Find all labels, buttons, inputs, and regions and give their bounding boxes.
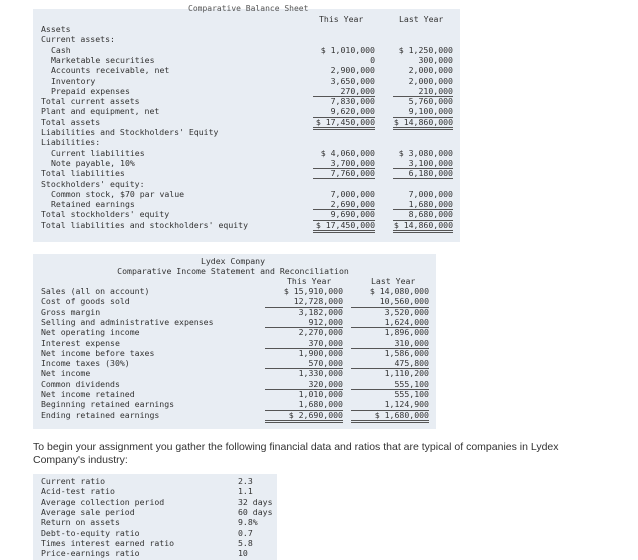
bs-last-value: 3,100,000	[393, 158, 453, 169]
is-row-label: Net income before taxes	[41, 347, 155, 358]
table-row	[33, 368, 436, 378]
table-row	[33, 24, 460, 34]
bs-row-label: Note payable, 10%	[51, 157, 135, 168]
table-row	[33, 389, 436, 399]
is-this-value: 320,000	[265, 379, 343, 390]
is-this-value: 3,182,000	[298, 306, 343, 317]
is-this-value: $ 15,910,000	[283, 286, 343, 296]
bs-row-label: Current assets:	[41, 34, 115, 45]
bs-this-value: 7,830,000	[330, 96, 375, 107]
table-row	[33, 127, 460, 137]
table-row	[33, 497, 277, 507]
bs-last-value: 1,680,000	[393, 199, 453, 210]
income-statement-panel	[33, 254, 436, 429]
income-statement-title: Comparative Income Statement and Reconciliation	[117, 266, 349, 276]
table-row	[33, 517, 277, 527]
bs-row-label: Cash	[51, 44, 71, 55]
bs-last-value: $ 1,250,000	[398, 44, 453, 55]
bs-col-this-header: This Year	[319, 14, 364, 24]
is-last-value: 1,624,000	[351, 317, 429, 328]
table-row	[33, 548, 277, 558]
ratio-val-value: 60 days	[238, 506, 273, 517]
ratio-val-value: 2.3	[238, 476, 253, 486]
table-row	[33, 476, 277, 486]
bs-row-label: Marketable securities	[51, 54, 155, 65]
table-row	[33, 76, 460, 86]
bs-last-value: $ 3,080,000	[398, 147, 453, 158]
ratio-val-value: 9.8%	[238, 517, 258, 528]
bs-row-label: Prepaid expenses	[51, 85, 130, 96]
table-row	[33, 338, 436, 348]
table-row	[33, 96, 460, 106]
ratio-row-label: Average sale period	[41, 506, 135, 517]
ratio-row-label: Debt-to-equity ratio	[41, 527, 140, 538]
is-this-value: $ 2,690,000	[265, 410, 343, 423]
is-row-label: Net income	[41, 368, 91, 379]
bs-last-value: 2,000,000	[408, 75, 453, 86]
is-this-value: 912,000	[265, 317, 343, 328]
ratio-row-label: Return on assets	[41, 517, 120, 528]
bs-last-value: $ 14,860,000	[393, 117, 453, 130]
table-row	[33, 65, 460, 75]
table-row	[33, 158, 460, 168]
table-row	[33, 199, 460, 209]
bs-row-label: Inventory	[51, 75, 96, 86]
bs-this-value: $ 17,450,000	[313, 117, 375, 130]
is-this-value: 2,270,000	[298, 327, 343, 338]
is-row-label: Ending retained earnings	[41, 409, 160, 420]
is-row-label: Net operating income	[41, 327, 140, 338]
bs-this-value: $ 17,450,000	[313, 220, 375, 233]
is-row-label: Sales (all on account)	[41, 286, 150, 296]
bs-this-value: 9,690,000	[313, 209, 375, 220]
bs-row-label: Total stockholders' equity	[41, 209, 170, 220]
table-row	[33, 220, 460, 230]
table-row	[33, 399, 436, 409]
bs-this-value: 270,000	[313, 86, 375, 97]
is-last-value: 10,560,000	[351, 296, 429, 307]
bs-row-label: Total liabilities and stockholders' equity	[41, 219, 249, 230]
ratio-row-label: Price-earnings ratio	[41, 548, 140, 559]
is-this-value: 1,900,000	[298, 347, 343, 358]
table-row	[33, 117, 460, 127]
balance-sheet-panel	[33, 4, 460, 242]
ratio-row-label: Average collection period	[41, 496, 165, 507]
table-row	[33, 327, 436, 337]
is-last-value: 1,586,000	[384, 347, 429, 358]
is-this-value: 370,000	[265, 338, 343, 349]
ratio-row-label: Current ratio	[41, 476, 106, 486]
is-row-label: Income taxes (30%)	[41, 358, 130, 369]
table-row	[33, 348, 436, 358]
is-last-value: 475,800	[351, 358, 429, 369]
table-row	[33, 410, 436, 420]
table-row	[33, 179, 460, 189]
income-company-name: Lydex Company	[200, 256, 266, 266]
is-last-value: 1,110,200	[384, 368, 429, 379]
is-last-value: 1,124,900	[351, 399, 429, 410]
table-row	[33, 528, 277, 538]
is-this-value: 1,010,000	[298, 389, 343, 399]
is-col-this-header: This Year	[287, 276, 332, 286]
bs-row-label: Retained earnings	[51, 199, 135, 210]
is-row-label: Cost of goods sold	[41, 296, 130, 307]
table-row	[33, 106, 460, 116]
ratio-val-value: 1.1	[238, 486, 253, 497]
bs-col-last-header: Last Year	[399, 14, 444, 24]
ratio-val-value: 0.7	[238, 527, 253, 538]
table-row	[33, 538, 277, 548]
bs-last-value: 8,680,000	[393, 209, 453, 220]
bs-row-label: Current liabilities	[51, 147, 145, 158]
table-row	[33, 307, 436, 317]
ratio-row-label: Acid-test ratio	[41, 486, 115, 497]
bs-last-value: $ 14,860,000	[393, 220, 453, 233]
bs-this-value: 7,760,000	[313, 168, 375, 179]
table-row	[33, 137, 460, 147]
table-row	[33, 317, 436, 327]
table-row	[33, 189, 460, 199]
table-row	[33, 358, 436, 368]
bs-this-value: 2,900,000	[330, 65, 375, 76]
bs-this-value: 3,650,000	[330, 75, 375, 86]
bs-row-label: Accounts receivable, net	[51, 65, 170, 76]
bs-last-value: 5,760,000	[408, 96, 453, 107]
bs-this-value: $ 4,060,000	[320, 147, 375, 158]
is-this-value: 1,330,000	[298, 368, 343, 379]
bs-row-label: Liabilities:	[41, 137, 101, 148]
is-row-label: Beginning retained earnings	[41, 399, 175, 410]
is-col-last-header: Last Year	[371, 276, 416, 286]
ratio-val-value: 10	[238, 548, 248, 559]
bs-row-label: Liabilities and Stockholders' Equity	[41, 127, 219, 137]
is-last-value: $ 1,680,000	[351, 410, 429, 423]
is-row-label: Interest expense	[41, 337, 120, 348]
bs-last-value: 6,180,000	[393, 168, 453, 179]
ratio-val-value: 5.8	[238, 537, 253, 548]
intro-paragraph: To begin your assignment you gather the following financial data and ratios that are typical of companies in Lydex Company's industry:	[33, 441, 559, 466]
is-row-label: Common dividends	[41, 378, 120, 389]
table-row	[33, 379, 436, 389]
bs-row-label: Plant and equipment, net	[41, 106, 160, 117]
bs-this-value: 7,000,000	[330, 188, 375, 199]
table-row	[33, 148, 460, 158]
table-row	[33, 296, 436, 306]
bs-last-value: 210,000	[393, 86, 453, 97]
bs-last-value: 7,000,000	[408, 188, 453, 199]
ratio-val-value: 32 days	[238, 496, 273, 507]
is-row-label: Net income retained	[41, 389, 135, 399]
bs-row-label: Common stock, $70 par value	[51, 188, 185, 199]
bs-this-value: 2,690,000	[313, 199, 375, 210]
bs-row-label: Assets	[41, 24, 71, 34]
is-last-value: 1,896,000	[384, 327, 429, 338]
is-last-value: 555,100	[351, 379, 429, 390]
bs-last-value: 9,100,000	[393, 106, 453, 117]
is-this-value: 12,728,000	[265, 296, 343, 307]
is-last-value: 310,000	[351, 338, 429, 349]
bs-this-value: 0	[370, 54, 375, 65]
is-row-label: Selling and administrative expenses	[41, 316, 214, 327]
table-row	[33, 34, 460, 44]
is-last-value: 555,100	[394, 389, 429, 399]
table-row	[33, 86, 460, 96]
table-row	[33, 55, 460, 65]
is-last-value: $ 14,080,000	[369, 286, 429, 296]
bs-row-label: Total assets	[41, 116, 101, 127]
is-row-label: Gross margin	[41, 306, 101, 317]
bs-this-value: 3,700,000	[313, 158, 375, 169]
bs-row-label: Stockholders' equity:	[41, 178, 145, 189]
table-row	[33, 209, 460, 219]
ratio-row-label: Times interest earned ratio	[41, 537, 175, 548]
table-row	[33, 45, 460, 55]
bs-this-value: 9,620,000	[313, 106, 375, 117]
table-row	[33, 286, 436, 296]
balance-sheet-cut-title: Comparative Balance Sheet	[188, 4, 309, 13]
bs-row-label: Total current assets	[41, 96, 140, 107]
table-row	[33, 486, 277, 496]
is-last-value: 3,520,000	[384, 306, 429, 317]
is-this-value: 1,680,000	[265, 399, 343, 410]
ratios-panel	[33, 474, 277, 560]
bs-this-value: $ 1,010,000	[320, 44, 375, 55]
is-this-value: 570,000	[265, 358, 343, 369]
bs-last-value: 2,000,000	[408, 65, 453, 76]
table-row	[33, 168, 460, 178]
bs-last-value: 300,000	[418, 54, 453, 65]
bs-row-label: Total liabilities	[41, 168, 125, 179]
table-row	[33, 507, 277, 517]
